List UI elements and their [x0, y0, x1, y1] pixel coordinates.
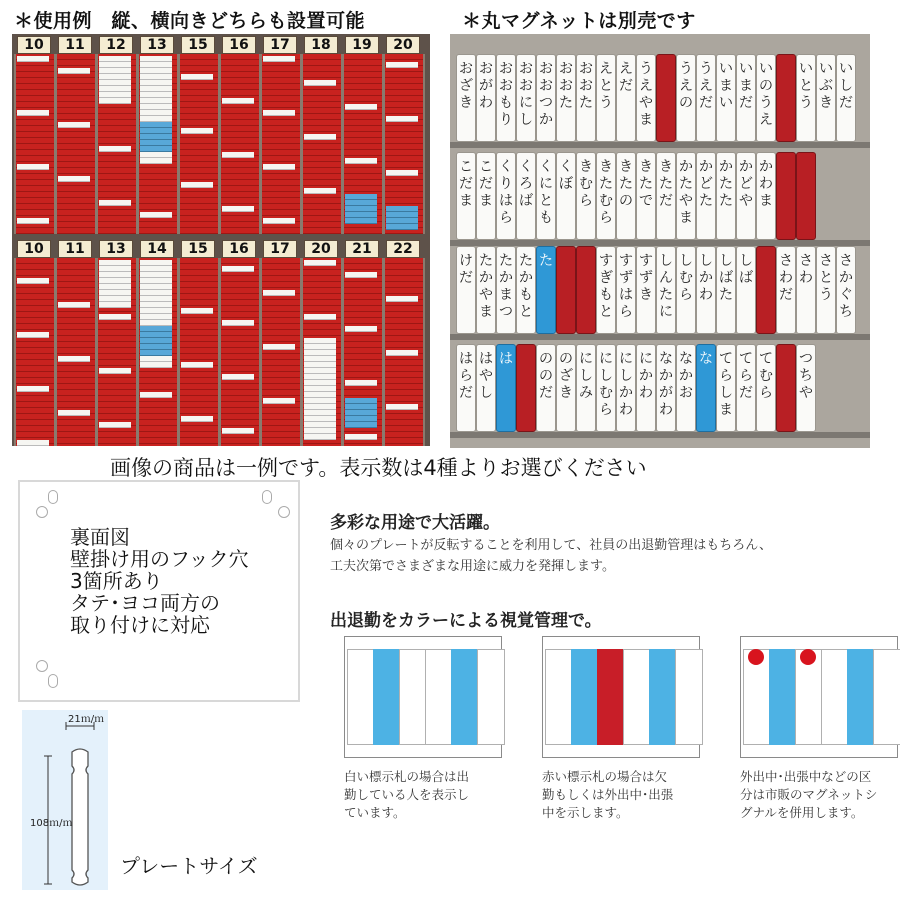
white-card — [17, 218, 49, 224]
white-plate — [477, 649, 505, 745]
name-plate — [576, 246, 596, 334]
name-plate: し ば — [736, 246, 756, 334]
name-plate: に し み — [576, 344, 596, 432]
white-card — [345, 158, 377, 164]
white-card — [181, 128, 213, 134]
name-plate: う え だ — [696, 54, 716, 142]
white-card — [222, 374, 254, 380]
shelf-rail — [450, 142, 870, 148]
name-plate — [556, 246, 576, 334]
name-plate: は や し — [476, 344, 496, 432]
white-plate — [347, 649, 375, 745]
rack-column-number: 20 — [304, 240, 338, 258]
name-plate: は ら だ — [456, 344, 476, 432]
rack-column-number: 12 — [99, 36, 133, 54]
name-plate: か ど や — [736, 152, 756, 240]
white-card — [345, 272, 377, 278]
name-plate: に か わ — [636, 344, 656, 432]
white-card — [58, 410, 90, 416]
white-plate — [545, 649, 573, 745]
rack-column-number: 19 — [345, 36, 379, 54]
white-plate — [623, 649, 651, 745]
name-plate: の ざ き — [556, 344, 576, 432]
name-plate: た か も と — [516, 246, 536, 334]
white-card — [140, 212, 172, 218]
rack-column-number: 13 — [140, 36, 174, 54]
note-line: 赤い標示札の場合は欠 — [542, 769, 668, 784]
blue-plate — [571, 649, 599, 745]
name-plate — [776, 344, 796, 432]
hook-hole-icon — [262, 490, 272, 504]
white-card — [222, 152, 254, 158]
white-card — [386, 350, 418, 356]
name-plate: く に と も — [536, 152, 556, 240]
name-plate: か わ ま — [756, 152, 776, 240]
name-plate: た か ま つ — [496, 246, 516, 334]
rack-column-number: 16 — [222, 36, 256, 54]
usage-body-line: 個々のプレートが反転することを利用して、社員の出退勤管理はもちろん、 — [330, 538, 773, 553]
rack-column-number: 22 — [386, 240, 420, 258]
name-plate: く ぼ — [556, 152, 576, 240]
white-card — [58, 356, 90, 362]
name-plate: か た た — [716, 152, 736, 240]
header-left: ＊使用例 縦、横向きどちらも設置可能 — [14, 10, 366, 32]
blue-plate — [649, 649, 677, 745]
white-card — [263, 344, 295, 350]
name-plate: き む ら — [576, 152, 596, 240]
note-line: ています。 — [344, 805, 406, 820]
blue-card — [345, 218, 377, 224]
name-plate: に し か わ — [616, 344, 636, 432]
white-card — [222, 266, 254, 272]
magnet-icon — [748, 649, 764, 665]
name-plate: お お も り — [496, 54, 516, 142]
name-plate: な — [696, 344, 716, 432]
name-plate: い の う え — [756, 54, 776, 142]
white-card — [263, 398, 295, 404]
usage-body-line: 工夫次第でさまざまな用途に威力を発揮します。 — [330, 559, 615, 574]
blue-card — [345, 422, 377, 428]
name-plate — [516, 344, 536, 432]
white-card — [140, 362, 172, 368]
name-plate: く ろ ば — [516, 152, 536, 240]
white-card — [17, 278, 49, 284]
white-card — [181, 416, 213, 422]
white-card — [263, 56, 295, 62]
note-line: 外出中･出張中などの区 — [740, 769, 872, 784]
plate-size-diagram — [22, 710, 108, 890]
rack-column — [55, 258, 97, 446]
white-card — [304, 434, 336, 440]
white-card — [17, 110, 49, 116]
name-plate: は — [496, 344, 516, 432]
rack-column-number: 15 — [181, 36, 215, 54]
name-plate — [656, 54, 676, 142]
white-card — [263, 290, 295, 296]
name-plate: い ま だ — [736, 54, 756, 142]
shelf-rail — [450, 432, 870, 438]
white-card — [386, 62, 418, 68]
name-plate: え だ — [616, 54, 636, 142]
white-card — [181, 74, 213, 80]
screw-hole-icon — [278, 506, 290, 518]
illustration-absent — [542, 636, 700, 758]
rack-column-number: 14 — [140, 240, 174, 258]
white-card — [58, 176, 90, 182]
name-plate: う え の — [676, 54, 696, 142]
white-card — [304, 134, 336, 140]
name-plate: く り は ら — [496, 152, 516, 240]
name-plate: し む ら — [676, 246, 696, 334]
white-card — [263, 110, 295, 116]
white-card — [222, 428, 254, 434]
white-card — [17, 386, 49, 392]
note-line: 勤している人を表示し — [344, 787, 470, 802]
rack-column — [260, 258, 302, 446]
rack-column-number: 15 — [181, 240, 215, 258]
white-card — [58, 122, 90, 128]
name-plate: さ わ — [796, 246, 816, 334]
note-line: 白い標示札の場合は出 — [344, 769, 470, 784]
back-view-line: 3箇所あり — [70, 569, 163, 593]
name-plate: さ と う — [816, 246, 836, 334]
name-plate: こ だ ま — [476, 152, 496, 240]
name-plate: て ら し ま — [716, 344, 736, 432]
name-plate: い し だ — [836, 54, 856, 142]
name-plate: き た む ら — [596, 152, 616, 240]
white-plate — [425, 649, 453, 745]
white-card — [386, 170, 418, 176]
white-plate — [821, 649, 849, 745]
rack-column-number: 20 — [386, 36, 420, 54]
name-plate — [776, 54, 796, 142]
name-plate: お お た — [576, 54, 596, 142]
white-card — [386, 404, 418, 410]
name-plate: た か や ま — [476, 246, 496, 334]
name-plate: い と う — [796, 54, 816, 142]
illustration-present — [344, 636, 502, 758]
white-plate — [675, 649, 703, 745]
rack-column-number: 13 — [99, 240, 133, 258]
white-card — [304, 260, 336, 266]
name-plate: す ぎ も と — [596, 246, 616, 334]
blue-plate — [373, 649, 401, 745]
note-line: グナルを併用します。 — [740, 805, 864, 820]
rack-column — [219, 258, 261, 446]
name-plate: こ だ ま — [456, 152, 476, 240]
rack-column — [55, 54, 97, 234]
rack-column — [178, 54, 220, 234]
name-plate: さ わ だ — [776, 246, 796, 334]
name-plate — [796, 152, 816, 240]
rack-column-number: 18 — [304, 36, 338, 54]
white-card — [222, 98, 254, 104]
white-card — [222, 206, 254, 212]
name-plate: な か が わ — [656, 344, 676, 432]
white-card — [58, 68, 90, 74]
name-plate: き た だ — [656, 152, 676, 240]
white-card — [99, 368, 131, 374]
white-card — [181, 182, 213, 188]
back-view-line: 壁掛け用のフック穴 — [70, 547, 249, 571]
back-view-line: タテ･ヨコ両方の — [70, 591, 220, 615]
white-card — [222, 320, 254, 326]
hook-hole-icon — [48, 490, 58, 504]
name-plate: お が わ — [476, 54, 496, 142]
name-plate: す ず き — [636, 246, 656, 334]
name-plate: す ず は ら — [616, 246, 636, 334]
white-card — [263, 164, 295, 170]
blue-plate — [847, 649, 875, 745]
name-plate: の の だ — [536, 344, 556, 432]
name-plate: お お に し — [516, 54, 536, 142]
rack-column — [260, 54, 302, 234]
white-card — [263, 218, 295, 224]
white-card — [58, 302, 90, 308]
plate-outline-icon — [22, 710, 108, 890]
hook-hole-icon — [48, 674, 58, 688]
white-card — [345, 380, 377, 386]
white-card — [17, 440, 49, 446]
visual-heading: 出退勤をカラーによる視覚管理で。 — [330, 611, 602, 631]
note-line: 分は市販のマグネットシ — [740, 787, 878, 802]
white-card — [17, 332, 49, 338]
white-plate — [873, 649, 900, 745]
name-plate: か ど た — [696, 152, 716, 240]
name-plate — [776, 152, 796, 240]
name-plate: た — [536, 246, 556, 334]
rack-column — [14, 54, 56, 234]
plate-width-label: 21ｍ/ｍ — [68, 714, 105, 725]
rack-column-number: 10 — [17, 240, 51, 258]
white-card — [99, 146, 131, 152]
name-plate: し ん た に — [656, 246, 676, 334]
name-plate: お お た — [556, 54, 576, 142]
white-card — [99, 302, 131, 308]
white-card — [17, 164, 49, 170]
white-card — [181, 362, 213, 368]
name-plate: し か わ — [696, 246, 716, 334]
name-plate: に し む ら — [596, 344, 616, 432]
rack-column-number: 16 — [222, 240, 256, 258]
plate-size-label: プレートサイズ — [120, 854, 258, 878]
rack-column-number: 17 — [263, 240, 297, 258]
rack-column — [14, 258, 56, 446]
white-card — [386, 296, 418, 302]
header-right: ＊丸マグネットは別売です — [462, 10, 696, 32]
white-card — [99, 422, 131, 428]
white-card — [345, 326, 377, 332]
name-plate: か た や ま — [676, 152, 696, 240]
white-card — [17, 56, 49, 62]
name-plate: う え や ま — [636, 54, 656, 142]
name-plate: て む ら — [756, 344, 776, 432]
magnet-icon — [800, 649, 816, 665]
name-plate: お お つ か — [536, 54, 556, 142]
white-card — [386, 116, 418, 122]
white-plate — [399, 649, 427, 745]
illustration-magnet — [740, 636, 898, 758]
name-plate: て ら だ — [736, 344, 756, 432]
name-plate: き た で — [636, 152, 656, 240]
name-plate: え と う — [596, 54, 616, 142]
photo-name-plates — [450, 34, 870, 448]
note-line: 中を示します。 — [542, 805, 629, 820]
red-plate — [597, 649, 625, 745]
back-view-diagram — [18, 480, 300, 702]
shelf-rail — [450, 334, 870, 340]
white-card — [99, 314, 131, 320]
name-plate: つ ち や — [796, 344, 816, 432]
white-card — [99, 98, 131, 104]
white-card — [345, 104, 377, 110]
white-card — [304, 188, 336, 194]
name-plate: け だ — [456, 246, 476, 334]
white-card — [181, 308, 213, 314]
rack-column-number: 11 — [58, 36, 92, 54]
note-line: 勤もしくは外出中･出張 — [542, 787, 674, 802]
rack-column-number: 17 — [263, 36, 297, 54]
blue-plate — [451, 649, 479, 745]
white-card — [304, 314, 336, 320]
name-plate: き た の — [616, 152, 636, 240]
screw-hole-icon — [36, 660, 48, 672]
name-plate: お ざ き — [456, 54, 476, 142]
name-plate: な か お — [676, 344, 696, 432]
photo-red-racks — [12, 34, 430, 446]
back-view-line: 裏面図 — [70, 525, 130, 549]
rack-column-number: 21 — [345, 240, 379, 258]
rack-column-number: 11 — [58, 240, 92, 258]
blue-card — [386, 224, 418, 230]
plate-height-label: 108ｍ/ｍ — [30, 818, 73, 829]
white-card — [345, 434, 377, 440]
rack-column-number: 10 — [17, 36, 51, 54]
white-card — [304, 80, 336, 86]
name-plate: さ か ぐ ち — [836, 246, 856, 334]
name-plate: い ぶ き — [816, 54, 836, 142]
usage-heading: 多彩な用途で大活躍。 — [330, 513, 500, 533]
screw-hole-icon — [36, 506, 48, 518]
back-view-line: 取り付けに対応 — [70, 613, 210, 637]
white-card — [140, 392, 172, 398]
name-plate: し ば た — [716, 246, 736, 334]
caption: 画像の商品は一例です。表示数は4種よりお選びください — [110, 456, 647, 480]
white-card — [140, 158, 172, 164]
blue-plate — [769, 649, 797, 745]
white-card — [99, 200, 131, 206]
name-plate — [756, 246, 776, 334]
name-plate: い ま い — [716, 54, 736, 142]
